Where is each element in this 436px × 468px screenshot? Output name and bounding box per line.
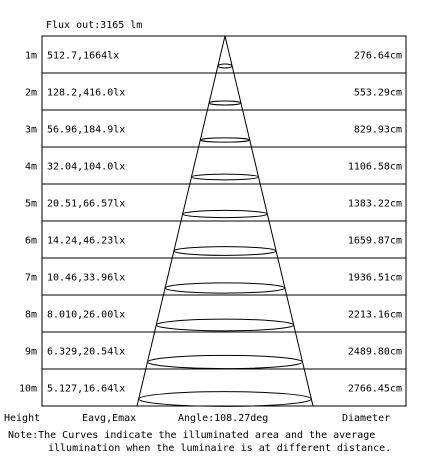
beam-ellipse (218, 64, 232, 68)
row-illuminance-value: 32.04,104.0lx (47, 161, 126, 173)
row-illuminance-value: 8.010,26.00lx (47, 309, 126, 321)
row-diameter-value: 1106.58cm (347, 161, 402, 173)
angle-header: Angle:108.27deg (178, 413, 269, 424)
beam-ellipse (191, 174, 258, 180)
row-diameter-value: 2766.45cm (347, 383, 402, 395)
beam-ellipse (209, 101, 241, 105)
row-height-label: 8m (24, 309, 37, 321)
row-height-label: 9m (24, 346, 37, 358)
beam-ellipse (200, 138, 249, 142)
row-height-label: 5m (24, 198, 37, 210)
beam-ellipse (147, 355, 302, 368)
row-illuminance-value: 56.96,184.9lx (47, 124, 126, 136)
row-height-label: 10m (18, 383, 37, 395)
flux-label: Flux out:3165 lm (46, 20, 143, 31)
row-diameter-value: 553.29cm (353, 87, 402, 99)
row-height-label: 3m (24, 124, 37, 136)
row-height-label: 1m (24, 50, 37, 62)
diameter-header: Diameter (342, 413, 391, 424)
beam-ellipse (174, 247, 276, 256)
row-diameter-value: 2213.16cm (347, 309, 402, 321)
row-diameter-value: 1936.51cm (347, 272, 402, 284)
row-illuminance-value: 512.7,1664lx (47, 50, 120, 62)
note-line-1: Note:The Curves indicate the illuminated area and the average (8, 430, 376, 441)
row-illuminance-value: 14.24,46.23lx (47, 235, 126, 247)
row-height-label: 6m (24, 235, 37, 247)
row-diameter-value: 2489.80cm (347, 346, 402, 358)
row-height-label: 2m (24, 87, 37, 99)
row-illuminance-value: 10.46,33.96lx (47, 272, 126, 284)
row-diameter-value: 829.93cm (353, 124, 402, 136)
rows-group (19, 51, 406, 407)
row-diameter-value: 1659.87cm (347, 235, 402, 247)
note-line-2: illumination when the luminaire is at different distance. (48, 443, 392, 454)
beam-ellipse (156, 319, 293, 331)
row-illuminance-value: 20.51,66.57lx (47, 198, 126, 210)
height-header: Height (4, 413, 41, 424)
beam-ellipse (183, 210, 268, 217)
row-diameter-value: 1383.22cm (347, 198, 402, 210)
row-diameter-value: 276.64cm (353, 50, 402, 62)
value-header: Eavg,Emax (82, 413, 137, 424)
row-illuminance-value: 6.329,20.54lx (47, 346, 126, 358)
row-illuminance-value: 128.2,416.0lx (47, 87, 126, 99)
beam-ellipse (139, 392, 312, 407)
beam-ellipse (165, 283, 285, 293)
row-height-label: 4m (24, 161, 37, 173)
row-height-label: 7m (24, 272, 37, 284)
row-illuminance-value: 5.127,16.64lx (47, 383, 126, 395)
